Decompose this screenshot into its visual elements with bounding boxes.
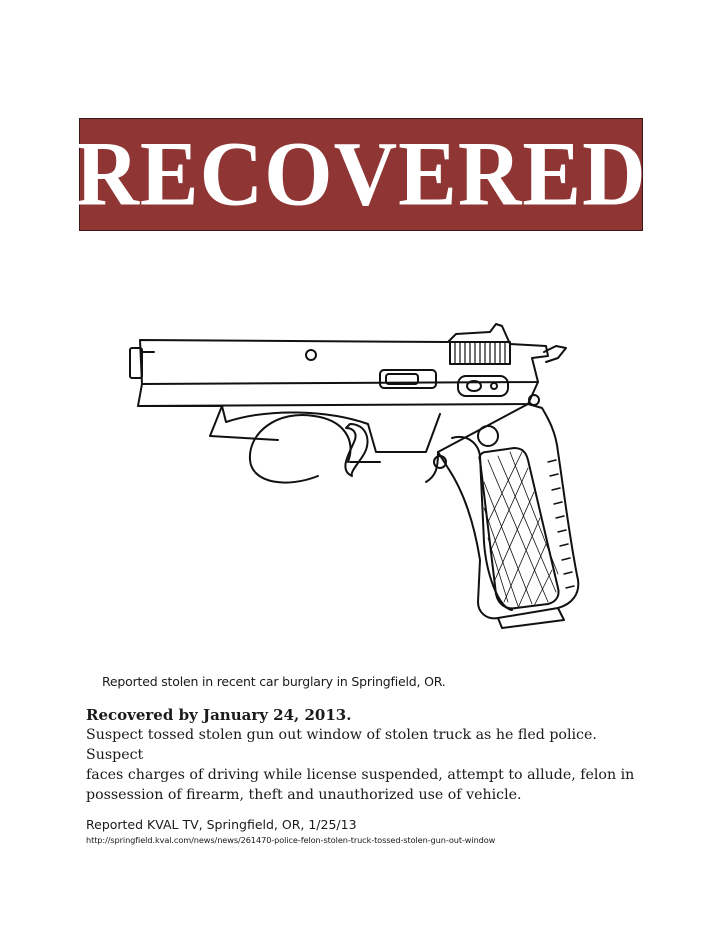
source-url[interactable]: http://springfield.kval.com/news/news/261470-police-felon-stolen-truck-tossed-stolen-gun-out-window bbox=[86, 835, 496, 845]
details-line: Suspect tossed stolen gun out window of stolen truck as he fled police. Suspect bbox=[86, 727, 597, 763]
details-line: possession of firearm, theft and unauthorized use of vehicle. bbox=[86, 787, 522, 803]
details-line: faces charges of driving while license suspended, attempt to allude, felon in bbox=[86, 767, 635, 783]
recovered-banner bbox=[75, 118, 647, 231]
recovery-details bbox=[86, 725, 656, 805]
source-credit: Reported KVAL TV, Springfield, OR, 1/25/13 bbox=[86, 817, 357, 832]
photo-caption: Reported stolen in recent car burglary in Springfield, OR. bbox=[102, 674, 446, 689]
banner-title: RECOVERED bbox=[75, 123, 647, 225]
pistol-icon bbox=[118, 312, 588, 630]
recovery-date-heading: Recovered by January 24, 2013. bbox=[86, 706, 352, 724]
